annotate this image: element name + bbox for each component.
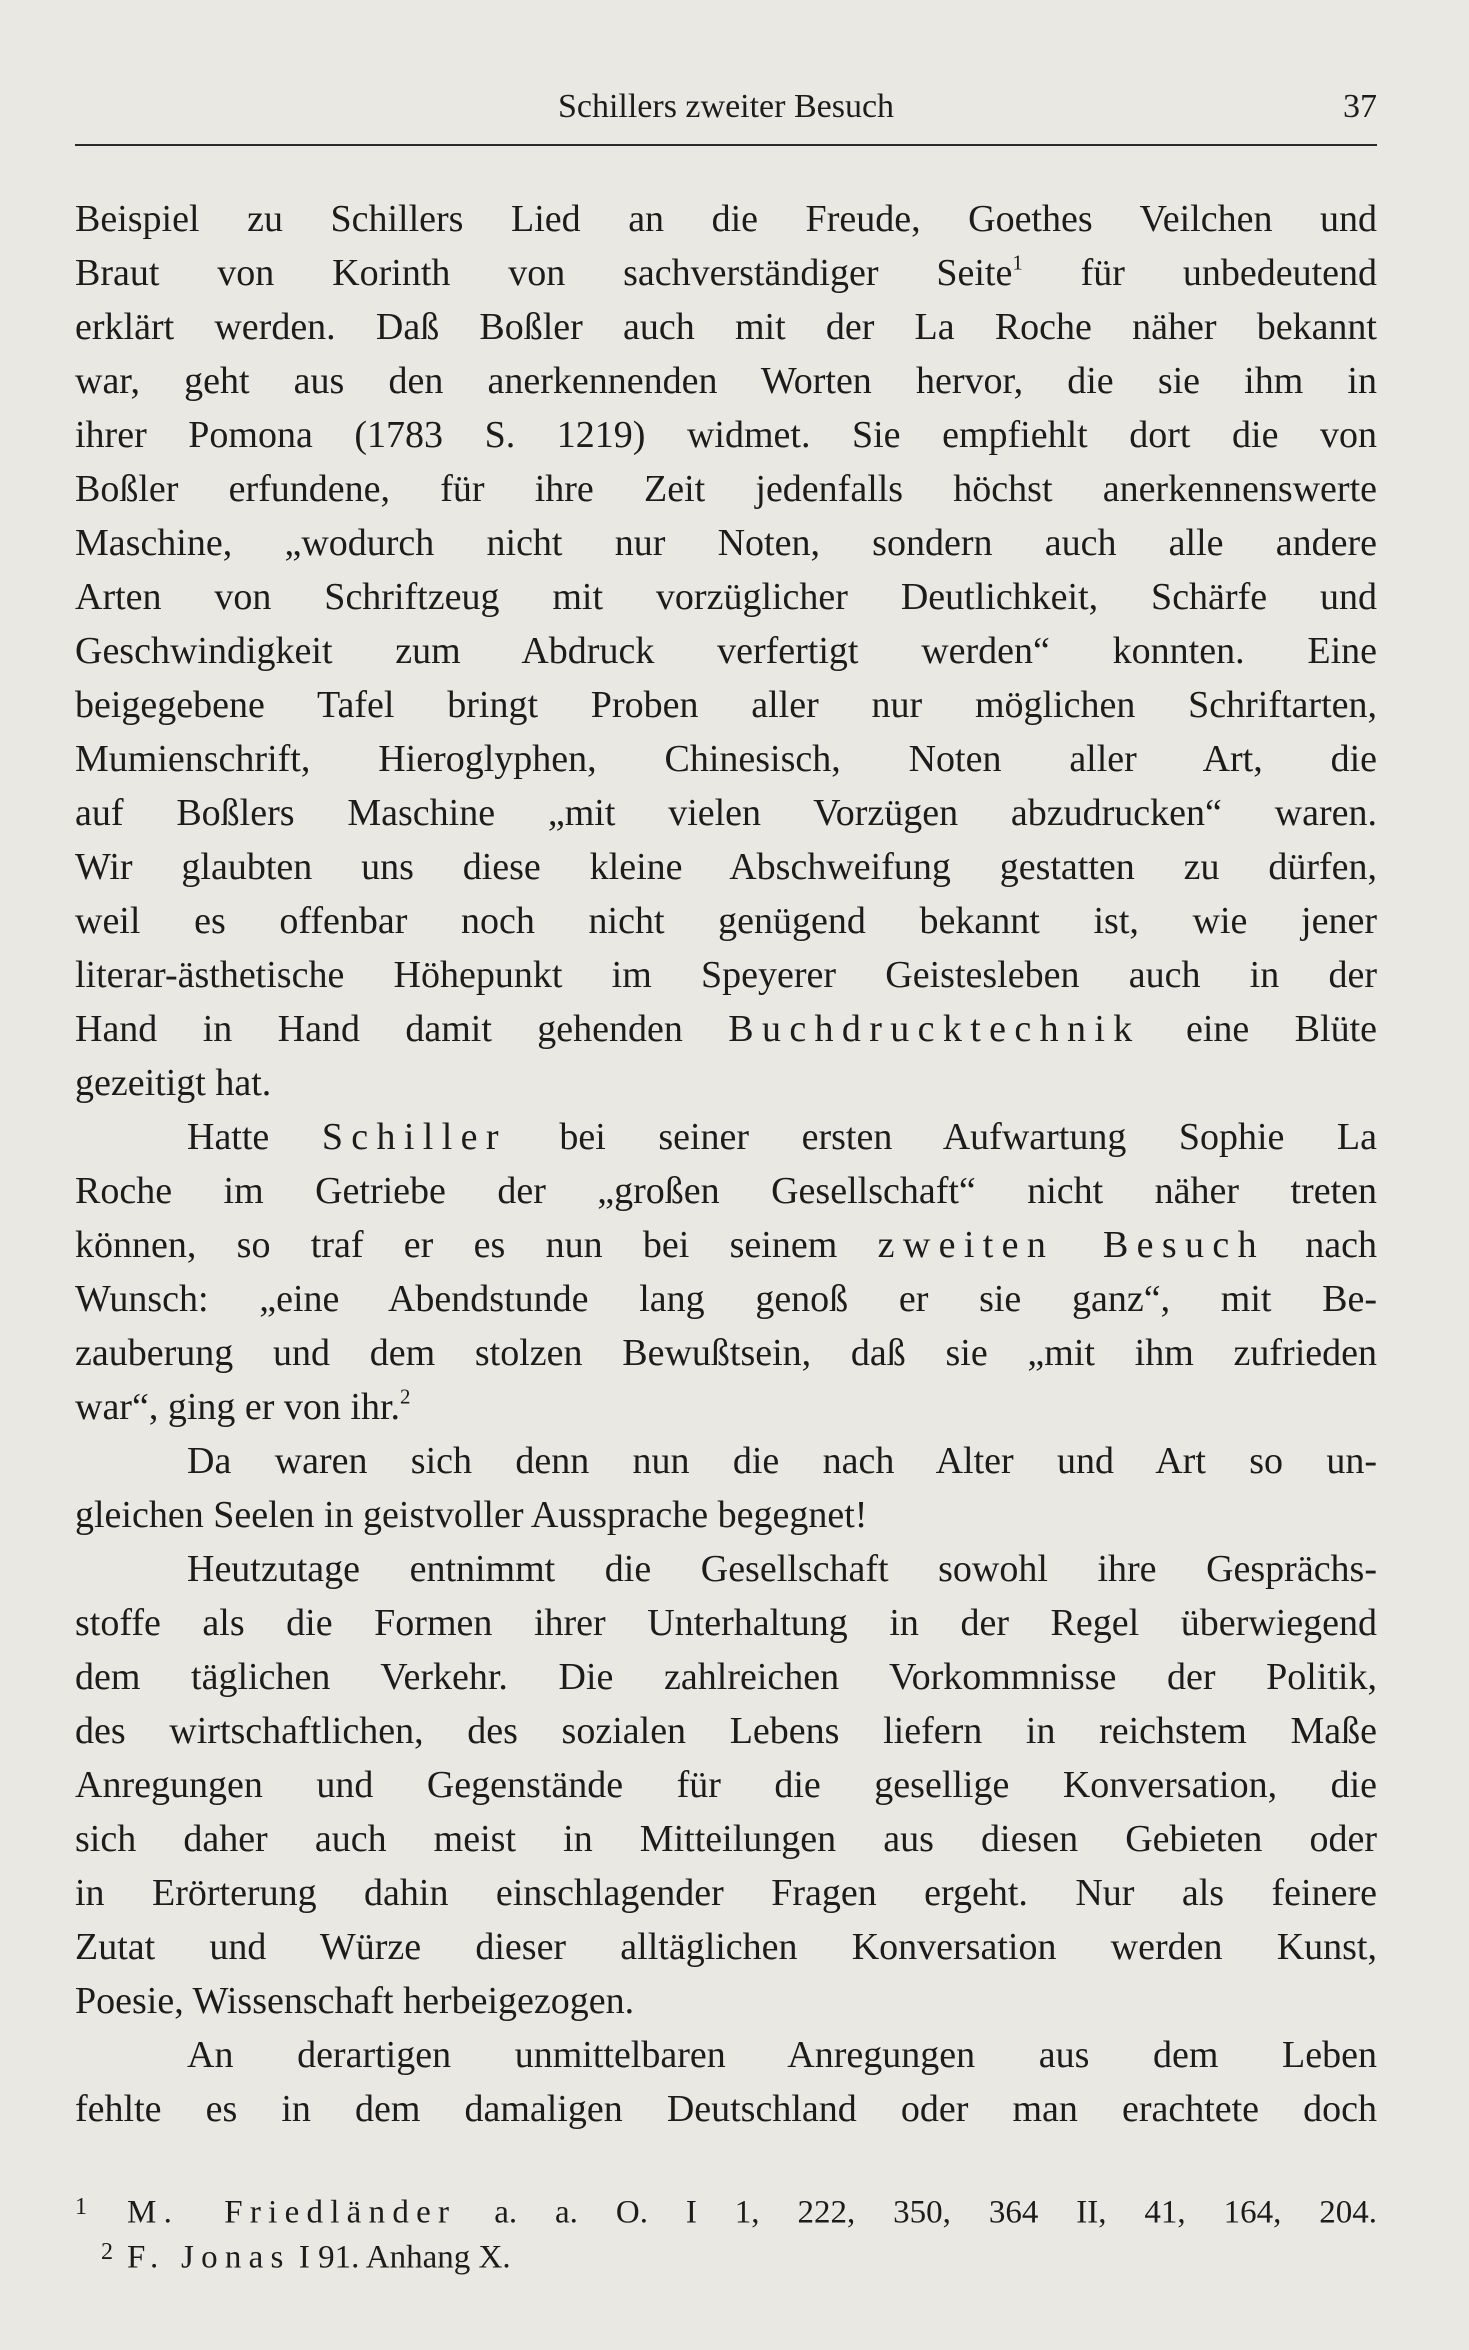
footnote-ref-1: 1 xyxy=(1012,250,1023,275)
text-line: beigegebene Tafel bringt Proben aller nur möglichen Schriftarten, xyxy=(75,684,1377,726)
footnote-ref-2: 2 xyxy=(400,1384,411,1409)
text-line: ihrer Pomona (1783 S. 1219) widmet. Sie empfiehlt dort die von xyxy=(75,414,1377,456)
text-line: gleichen Seelen in geistvoller Aussprache begegnet! xyxy=(75,1494,868,1536)
text-line: Maschine, „wodurch nicht nur Noten, sondern auch alle andere xyxy=(75,522,1377,564)
footnotes xyxy=(75,2185,1377,2275)
spaced-emphasis: Schiller xyxy=(321,1116,507,1158)
text-line: Boßler erfundene, für ihre Zeit jedenfalls höchst anerkennenswerte xyxy=(75,468,1377,510)
text-line: An derartigen unmittelbaren Anregungen aus dem Leben xyxy=(187,2034,1377,2076)
text-line: gezeitigt hat. xyxy=(75,1062,272,1104)
text-line: Geschwindigkeit zum Abdruck verfertigt werden“ konnten. Eine xyxy=(75,630,1377,672)
text-line: Wir glaubten uns diese kleine Abschweifung gestatten zu dürfen, xyxy=(75,846,1377,888)
header-rule xyxy=(75,144,1377,146)
text-line: Hatte Schiller bei seiner ersten Aufwartung Sophie La xyxy=(187,1116,1377,1158)
footnote-1: 1 M. Friedländer a. a. O. I 1, 222, 350, 364 II, 41, 164, 204. xyxy=(75,2185,1377,2230)
running-header xyxy=(75,88,1377,138)
text-line: Arten von Schriftzeug mit vorzüglicher Deutlichkeit, Schärfe und xyxy=(75,576,1377,618)
footnote-2: 2 F. Jonas I 91. Anhang X. xyxy=(75,2230,1377,2275)
running-title: Schillers zweiter Besuch xyxy=(557,88,895,125)
text-line: auf Boßlers Maschine „mit vielen Vorzügen abzudrucken“ waren. xyxy=(75,792,1377,834)
text-line: stoffe als die Formen ihrer Unterhaltung in der Regel überwiegend xyxy=(75,1602,1377,1644)
text-line: des wirtschaftlichen, des sozialen Lebens liefern in reichstem Maße xyxy=(75,1710,1377,1752)
text-line: Da waren sich denn nun die nach Alter und Art so un- xyxy=(187,1440,1377,1482)
text-line: sich daher auch meist in Mitteilungen aus diesen Gebieten oder xyxy=(75,1818,1377,1860)
text-line: war“, ging er von ihr.$^2$ xyxy=(75,1384,411,1428)
spaced-emphasis: Buchdrucktechnik xyxy=(728,1008,1141,1050)
text-line: Heutzutage entnimmt die Gesellschaft sowohl ihre Gesprächs- xyxy=(187,1548,1377,1590)
text-line: literar-ästhetische Höhepunkt im Speyerer Geistesleben auch in der xyxy=(75,954,1377,996)
text-line: dem täglichen Verkehr. Die zahlreichen Vorkommnisse der Politik, xyxy=(75,1656,1377,1698)
spaced-emphasis: zweiten Besuch xyxy=(877,1224,1265,1266)
footnote-mark: 1 xyxy=(75,2194,87,2220)
text-line: Anregungen und Gegenstände für die gesellige Konversation, die xyxy=(75,1764,1377,1806)
page-number: 37 xyxy=(1343,88,1377,125)
text-line: können, so traf er es nun bei seinem zweiten Besuch nach xyxy=(75,1224,1377,1266)
text-line: in Erörterung dahin einschlagender Fragen ergeht. Nur als feinere xyxy=(75,1872,1377,1914)
text-line: weil es offenbar noch nicht genügend bekannt ist, wie jener xyxy=(75,900,1377,942)
text-line: Roche im Getriebe der „großen Gesellschaft“ nicht näher treten xyxy=(75,1170,1377,1212)
spaced-emphasis: M. Friedländer xyxy=(127,2194,457,2231)
footnote-mark: 2 xyxy=(101,2239,113,2265)
text-line: war, geht aus den anerkennenden Worten hervor, die sie ihm in xyxy=(75,360,1377,402)
text-line: Braut von Korinth von sachverständiger Seite$^1$ für unbedeutend xyxy=(75,250,1377,294)
text-line: zauberung und dem stolzen Bewußtsein, daß sie „mit ihm zufrieden xyxy=(75,1332,1377,1374)
text-line: erklärt werden. Daß Boßler auch mit der La Roche näher bekannt xyxy=(75,306,1377,348)
text-line: Poesie, Wissenschaft herbeigezogen. xyxy=(75,1980,635,2022)
text-line: Zutat und Würze dieser alltäglichen Konversation werden Kunst, xyxy=(75,1926,1377,1968)
text-line: Wunsch: „eine Abendstunde lang genoß er sie ganz“, mit Be- xyxy=(75,1278,1377,1320)
spaced-emphasis: F. Jonas xyxy=(127,2239,291,2276)
text-line: Beispiel zu Schillers Lied an die Freude, Goethes Veilchen und xyxy=(75,198,1377,240)
text-line: fehlte es in dem damaligen Deutschland oder man erachtete doch xyxy=(75,2088,1377,2130)
text-line: Mumienschrift, Hieroglyphen, Chinesisch, Noten aller Art, die xyxy=(75,738,1377,780)
text-line: Hand in Hand damit gehenden Buchdrucktechnik eine Blüte xyxy=(75,1008,1377,1050)
main-text xyxy=(75,192,1377,2136)
